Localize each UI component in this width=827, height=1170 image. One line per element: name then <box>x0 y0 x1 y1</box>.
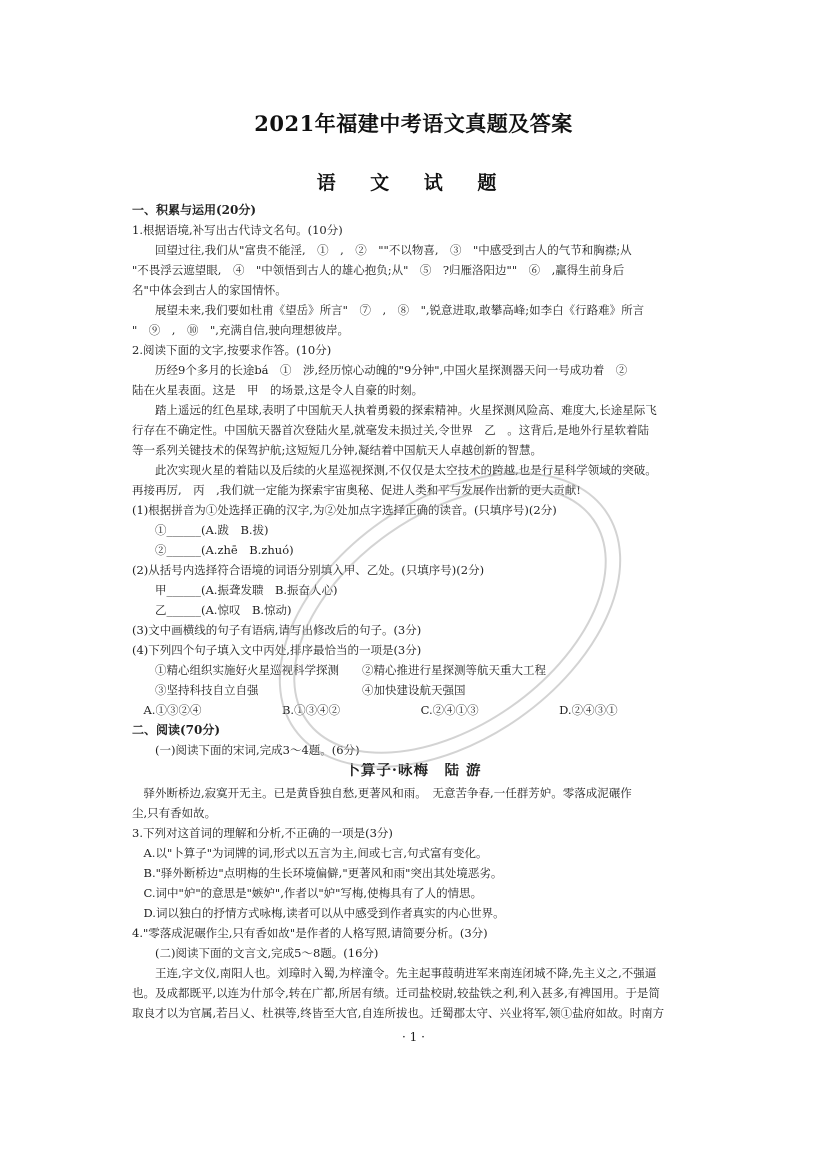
sub-question: (3)文中画横线的句子有语病,请写出修改后的句子。(3分) <box>132 623 422 637</box>
choice-b: B."驿外断桥边"点明梅的生长环境偏僻,"更著风和雨"突出其处境恶劣。 <box>132 866 503 880</box>
option-line: ③坚持科技自立自强 ④加快建设航天强国 <box>132 683 466 697</box>
question-1-text: 名"中体会到古人的家国情怀。 <box>132 283 287 297</box>
question-3-stem: 3.下列对这首词的理解和分析,不正确的一项是(3分) <box>132 826 393 840</box>
choice-d: D.词以独白的抒情方式咏梅,读者可以从中感受到作者真实的内心世界。 <box>132 906 505 920</box>
classical-text: 王连,字文仪,南阳人也。刘璋时入蜀,为梓潼令。先主起事葭萌进军来南连闭城不降,先主义之,不强逼 <box>132 966 657 980</box>
choice-a: A.以"卜算子"为词牌的词,形式以五言为主,间或七言,句式富有变化。 <box>132 846 488 860</box>
question-4-stem: 4."零落成泥碾作尘,只有香如故"是作者的人格写照,请简要分析。(3分) <box>132 926 488 940</box>
passage-line: 再接再厉, 丙 ,我们就一定能为探索宇宙奥秘、促进人类和平与发展作出新的更大贡献! <box>132 483 581 497</box>
option-line: ①精心组织实施好火星巡视科学探测 ②精心推进行星探测等航天重大工程 <box>132 663 546 677</box>
sub-question: (4)下列四个句子填入文中丙处,排序最恰当的一项是(3分) <box>132 643 422 657</box>
section-heading-2: 二、阅读(70分) <box>132 723 221 737</box>
classical-text: 也。及成都既平,以连为什邡令,转在广都,所居有绩。迁司盐校尉,较盐铁之利,利入甚多,有裨国用。于是简 <box>132 986 660 1000</box>
poem-text: 尘,只有香如故。 <box>132 806 217 820</box>
sub-question: (2)从括号内选择符合语境的词语分别填入甲、乙处。(只填序号)(2分) <box>132 563 485 577</box>
poem-title: 卜算子·咏梅 陆 游 <box>345 763 482 778</box>
question-1-text: "不畏浮云遮望眼, ④ "中领悟到古人的雄心抱负;从" ⑤ ?归雁洛阳边"" ⑥ ,赢得生前身后 <box>132 263 625 277</box>
page-number: · 1 · <box>402 1030 425 1044</box>
paper-title: 语 文 试 题 <box>316 172 511 194</box>
question-1-stem: 1.根据语境,补写出古代诗文名句。(10分) <box>132 223 343 237</box>
question-1-text: 展望未来,我们要如杜甫《望岳》所言" ⑦ , ⑧ ",锐意进取,敢攀高峰;如李白《行路难》所言 <box>132 303 645 317</box>
document-title: 2021年福建中考语文真题及答案 <box>254 111 573 136</box>
choice-row: A.①③②④ B.①③④② C.②④①③ D.②④③① <box>132 703 618 717</box>
question-1-text: " ⑨ , ⑩ ",充满自信,驶向理想彼岸。 <box>132 323 350 337</box>
poem-text: 驿外断桥边,寂寞开无主。已是黄昏独自愁,更著风和雨。 无意苦争春,一任群芳妒。零落成泥碾作 <box>132 786 632 800</box>
option-line: 乙______(A.惊叹 B.惊动) <box>132 603 292 617</box>
reading-intro: (二)阅读下面的文言文,完成5～8题。(16分) <box>132 946 379 960</box>
passage-line: 等一系列关键技术的保驾护航;这短短几分钟,凝结着中国航天人卓越创新的智慧。 <box>132 443 543 457</box>
sub-question: (1)根据拼音为①处选择正确的汉字,为②处加点字选择正确的读音。(只填序号)(2分) <box>132 503 557 517</box>
passage-line: 此次实现火星的着陆以及后续的火星巡视探测,不仅仅是太空技术的跨越,也是行星科学领域的突破。 <box>132 463 657 477</box>
choice-c: C.词中"妒"的意思是"嫉妒",作者以"妒"写梅,使梅具有了人的情思。 <box>132 886 483 900</box>
section-heading-1: 一、积累与运用(20分) <box>132 203 257 217</box>
passage-line: 陆在火星表面。这是 甲 的场景,这是令人自豪的时刻。 <box>132 383 424 397</box>
reading-intro: (一)阅读下面的宋词,完成3～4题。(6分) <box>132 743 360 757</box>
classical-text: 取良才以为官属,若吕乂、杜祺等,终皆至大官,自连所拔也。迁蜀郡太守、兴业将军,领①盐府如故。时南方 <box>132 1006 665 1020</box>
option-line: ②______(A.zhē B.zhuó) <box>132 543 294 557</box>
passage-line: 行存在不确定性。中国航天器首次登陆火星,就毫发未损过关,令世界 乙 。这背后,是地外行星软着陆 <box>132 423 649 437</box>
option-line: ①______(A.跋 B.拔) <box>132 523 269 537</box>
passage-line: 踏上遥远的红色星球,表明了中国航天人执着勇毅的探索精神。火星探测风险高、难度大,长途星际飞 <box>132 403 657 417</box>
question-1-text: 回望过往,我们从"富贵不能淫, ① , ② ""不以物喜, ③ "中感受到古人的气节和胸襟;从 <box>132 243 632 257</box>
question-2-stem: 2.阅读下面的文字,按要求作答。(10分) <box>132 343 332 357</box>
option-line: 甲______(A.振聋发聩 B.振奋人心) <box>132 583 338 597</box>
watermark-stamp <box>250 420 650 820</box>
passage-line: 历经9个多月的长途bá ① 涉,经历惊心动魄的"9分钟",中国火星探测器天问一号成功着 ② <box>132 363 628 377</box>
